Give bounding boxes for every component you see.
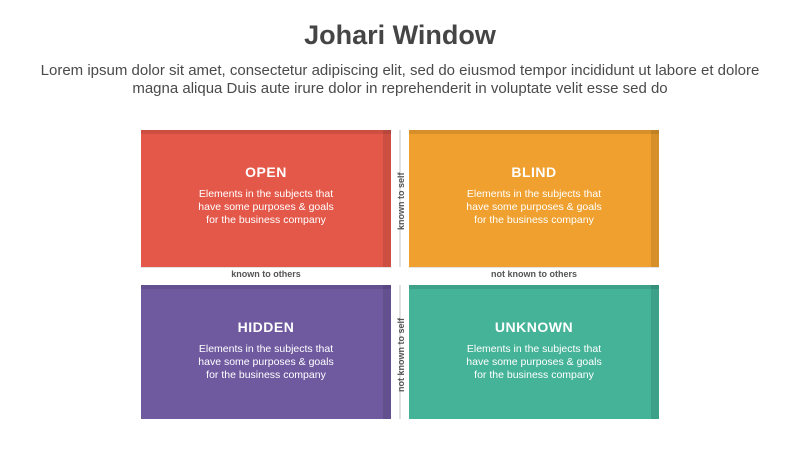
axis-label-not-known-to-others: not known to others (491, 269, 577, 279)
quadrant-band (141, 130, 391, 134)
quadrant-shade (383, 285, 391, 419)
quadrant-open (141, 130, 391, 267)
quadrant-description: Elements in the subjects that have some purposes & goals for the business company (466, 343, 602, 381)
page-subtitle: Lorem ipsum dolor sit amet, consectetur adipiscing elit, sed do eiusmod tempor incididunt ut labore et dolore magna aliqua Duis aute irure dolor in reprehenderit in voluptate velit esse sed do (40, 62, 760, 97)
axis-label-known-to-others: known to others (231, 269, 301, 279)
quadrant-blind (409, 130, 659, 267)
quadrant-title: HIDDEN (237, 319, 295, 335)
quadrant-unknown (409, 285, 659, 419)
axis-label-known-to-self: known to self (396, 172, 406, 230)
axis-label-not-known-to-self: not known to self (396, 318, 406, 392)
quadrant-shade (651, 285, 659, 419)
quadrant-description: Elements in the subjects that have some purposes & goals for the business company (466, 188, 602, 226)
quadrant-band (141, 285, 391, 289)
page-title: Johari Window (304, 20, 496, 50)
quadrant-title: OPEN (245, 164, 287, 180)
quadrant-title: BLIND (511, 164, 557, 180)
quadrant-title: UNKNOWN (494, 319, 574, 335)
quadrant-band (409, 130, 659, 134)
quadrant-description: Elements in the subjects that have some purposes & goals for the business company (198, 188, 334, 226)
quadrant-shade (651, 130, 659, 267)
quadrant-shade (383, 130, 391, 267)
quadrant-description: Elements in the subjects that have some purposes & goals for the business company (198, 343, 334, 381)
quadrant-band (409, 285, 659, 289)
quadrant-hidden (141, 285, 391, 419)
